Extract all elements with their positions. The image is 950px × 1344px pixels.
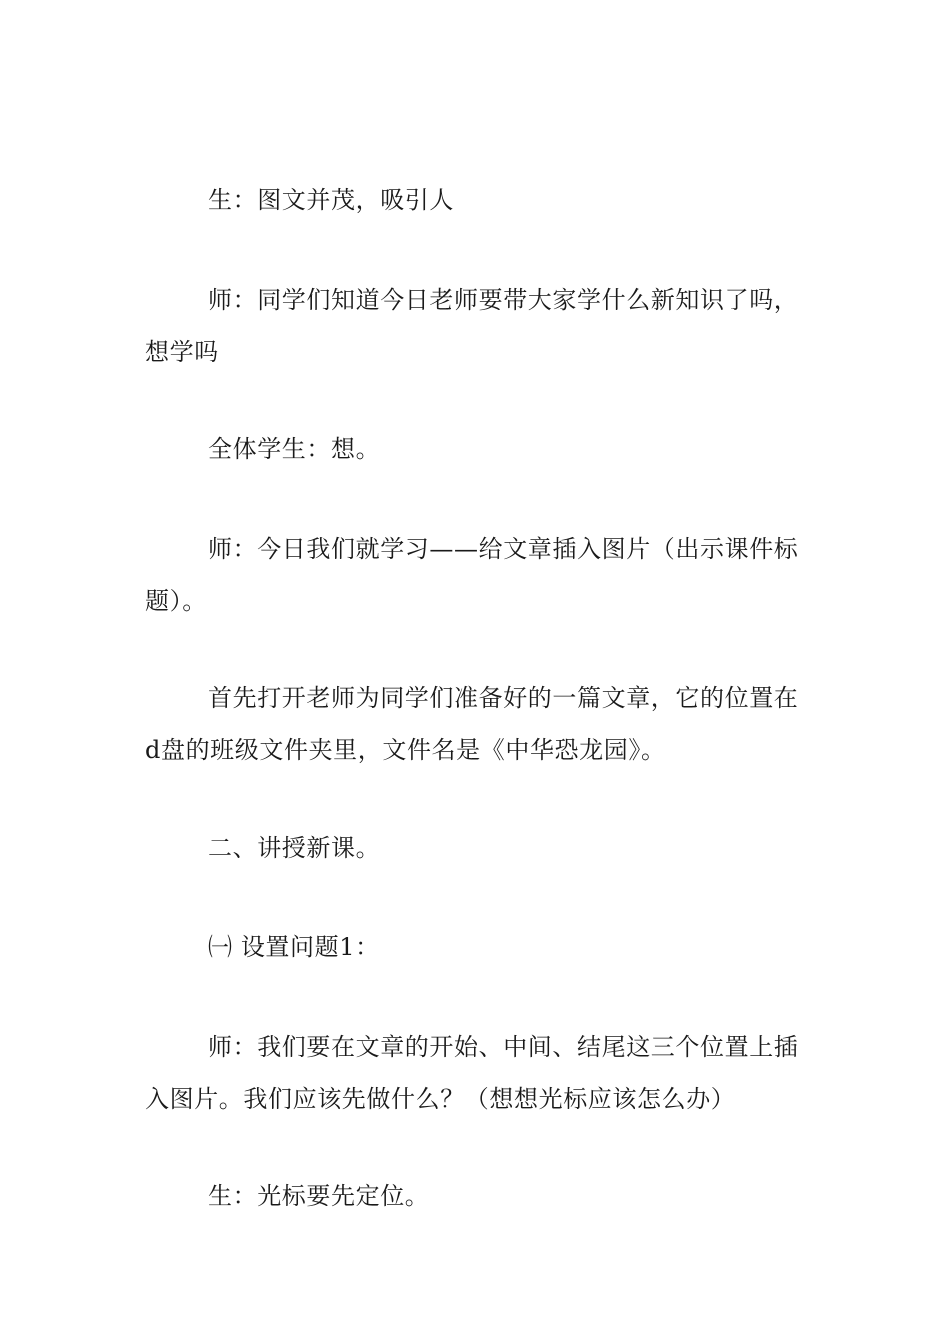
paragraph-teacher-topic: 师：今日我们就学习——给文章插入图片（出示课件标题）。	[145, 535, 799, 615]
paragraph-student-answer-2: 生：光标要先定位。	[208, 1182, 430, 1210]
subsection-heading: ㈠ 设置问题1：	[208, 933, 380, 961]
paragraph-all-students: 全体学生：想。	[208, 435, 381, 463]
section-heading: 二、讲授新课。	[208, 834, 381, 862]
paragraph-teacher-instruction: 师：我们要在文章的开始、中间、结尾这三个位置上插入图片。我们应该先做什么？（想想光标应该怎么办）	[145, 1033, 799, 1113]
paragraph-teacher-question: 师：同学们知道今日老师要带大家学什么新知识了吗，想学吗	[145, 286, 799, 366]
paragraph-open-article: 首先打开老师为同学们准备好的一篇文章，它的位置在d盘的班级文件夹里，文件名是《中华恐龙园》。	[145, 684, 799, 764]
paragraph-student-answer-1: 生：图文并茂，吸引人	[208, 186, 454, 214]
